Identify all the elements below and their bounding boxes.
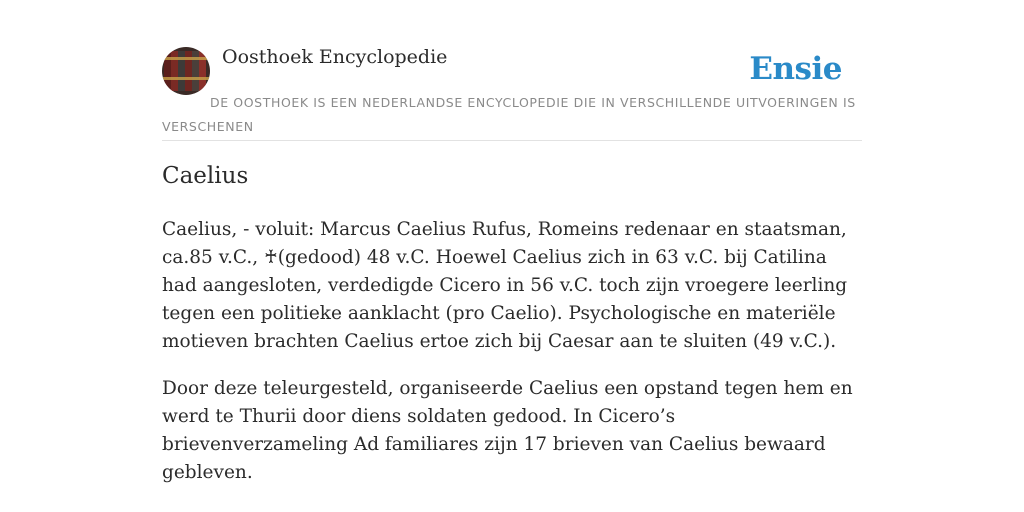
book-spines-icon[interactable] [162, 47, 210, 95]
article-paragraph: Door deze teleurgesteld, organiseerde Caelius een opstand tegen hem en werd te Thurii door diens soldaten gedood. In Cicero’s brievenverzameling Ad familiares zijn 17 brieven van Caelius bewaard gebleven. [162, 378, 853, 483]
page-container [162, 0, 862, 483]
site-name-link[interactable]: Oosthoek Encyclopedie [222, 46, 448, 68]
article-title: Caelius [162, 163, 249, 189]
brand-logo[interactable]: Ensie [749, 51, 842, 87]
site-tagline: DE OOSTHOEK IS EEN NEDERLANDSE ENCYCLOPEDIE DIE IN VERSCHILLENDE UITVOERINGEN IS VERSCHENEN [162, 95, 856, 134]
article-paragraph: Caelius, - voluit: Marcus Caelius Rufus, Romeins redenaar en staatsman, ca.85 v.C., ♰(gedood) 48 v.C. Hoewel Caelius zich in 63 v.C. bij Catilina had aangesloten, verdedigde Cicero in 56 v.C. toch zijn vroegere leerling tegen een politieke aanklacht (pro Caelio). Psychologische en materiële motieven brachten Caelius ertoe zich bij Caesar aan te sluiten (49 v.C.). [162, 219, 848, 352]
site-header [162, 0, 862, 141]
article-body [162, 216, 862, 506]
